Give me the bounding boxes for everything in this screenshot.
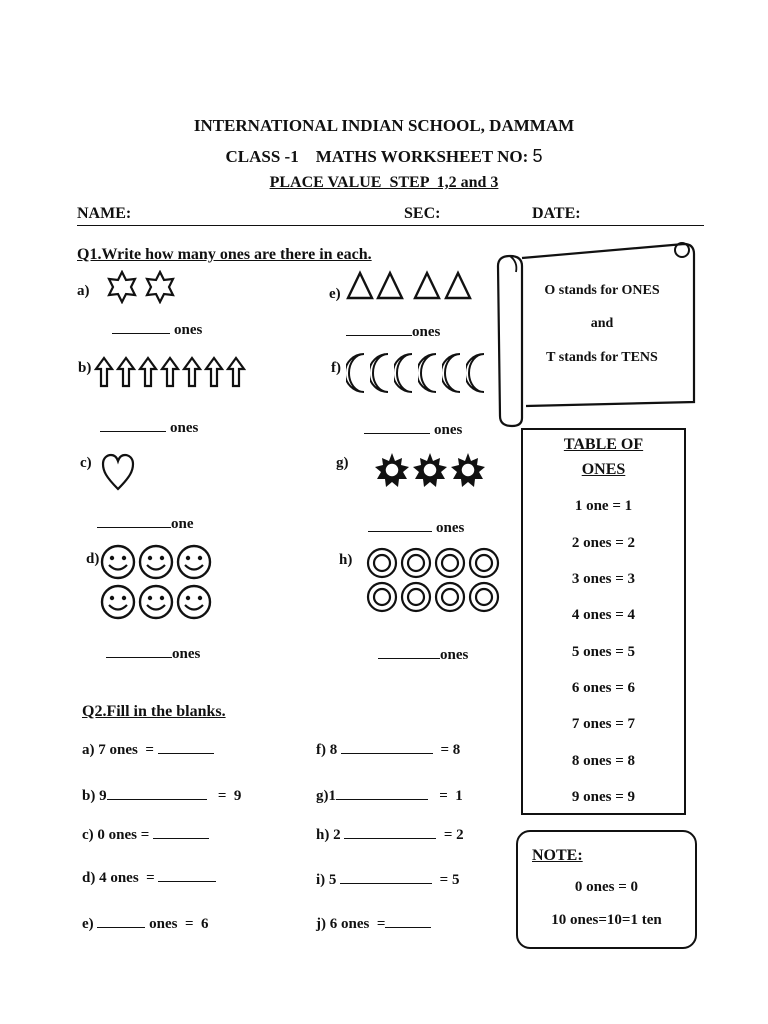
q1-a-icons: [104, 270, 180, 304]
heart-outline-icon: [100, 452, 136, 492]
concentric-rings-icon: [434, 581, 466, 613]
table-row: 5 ones = 5: [571, 644, 636, 660]
unit-label: ones: [434, 422, 463, 438]
up-arrow-outline-icon: [182, 356, 202, 388]
q2-f[interactable]: [316, 740, 460, 759]
q1-d-label: d): [86, 551, 100, 567]
q1-g-icons: [374, 452, 488, 488]
worksheet-title: MATHS WORKSHEET NO:: [315, 147, 529, 166]
table-row: 3 ones = 3: [571, 571, 636, 587]
q1-title: Q1.Write how many ones are there in each.: [77, 246, 372, 263]
q1-a-label: a): [77, 283, 90, 299]
scroll-line-3: T stands for TENS: [546, 350, 658, 365]
q2-e-result: ones = 6: [149, 916, 209, 932]
school-name: INTERNATIONAL INDIAN SCHOOL, DAMMAM: [193, 116, 575, 135]
six-point-star-outline-icon: [142, 270, 178, 304]
smiley-row: [100, 584, 220, 620]
q2-h-result: = 2: [443, 827, 464, 843]
answer-blank[interactable]: [344, 825, 436, 839]
smiley-face-icon: [138, 544, 174, 580]
class-line: [0, 146, 768, 167]
topic-title: PLACE VALUE STEP 1,2 and 3: [269, 174, 499, 191]
q2-i[interactable]: [316, 870, 459, 889]
table-row: 2 ones = 2: [571, 535, 636, 551]
concentric-rings-icon: [400, 547, 432, 579]
answer-blank[interactable]: [346, 322, 412, 336]
concentric-rings-icon: [434, 547, 466, 579]
q1-h-icons: [366, 547, 502, 613]
q2-c[interactable]: [82, 825, 209, 844]
answer-blank[interactable]: [97, 914, 145, 928]
table-row: 9 ones = 9: [571, 789, 636, 805]
q2-g-result: = 1: [439, 788, 463, 804]
concentric-rings-icon: [366, 581, 398, 613]
q1-g-answer[interactable]: [368, 518, 464, 537]
sun-icon: [374, 452, 410, 488]
q2-title: Q2.Fill in the blanks.: [82, 703, 226, 720]
crescent-moon-icon: [346, 352, 368, 394]
q2-a-text: a) 7 ones =: [82, 742, 154, 758]
concentric-rings-icon: [400, 581, 432, 613]
answer-blank[interactable]: [378, 645, 440, 659]
q2-b-result: = 9: [217, 788, 242, 804]
q2-a[interactable]: [82, 740, 214, 759]
note-box: [516, 830, 697, 949]
ring-row: [366, 581, 502, 613]
scroll-banner: [494, 236, 700, 430]
sun-icon: [450, 452, 486, 488]
unit-label: ones: [440, 647, 469, 663]
smiley-face-icon: [138, 584, 174, 620]
q2-j[interactable]: [316, 914, 431, 933]
q1-e-label: e): [329, 286, 341, 302]
note-title: NOTE:: [532, 847, 583, 864]
unit-label: ones: [436, 520, 465, 536]
q1-d-answer[interactable]: [106, 644, 200, 663]
note-line-2: 10 ones=10=1 ten: [551, 912, 662, 928]
q1-e-answer[interactable]: [346, 322, 440, 341]
q1-b-icons: [94, 356, 248, 388]
q2-d[interactable]: [82, 868, 216, 887]
date-label: DATE:: [532, 205, 581, 222]
smiley-row: [100, 544, 220, 580]
answer-blank[interactable]: [97, 514, 171, 528]
crescent-moon-icon: [466, 352, 488, 394]
unit-label: ones: [174, 322, 203, 338]
q1-g-label: g): [336, 455, 349, 471]
unit-label: ones: [172, 646, 201, 662]
answer-blank[interactable]: [158, 740, 214, 754]
up-arrow-outline-icon: [226, 356, 246, 388]
unit-label: one: [171, 516, 194, 532]
q2-d-text: d) 4 ones =: [82, 870, 155, 886]
q1-b-label: b): [78, 360, 92, 376]
answer-blank[interactable]: [100, 418, 166, 432]
up-arrow-outline-icon: [138, 356, 158, 388]
name-line[interactable]: [77, 225, 704, 226]
answer-blank[interactable]: [364, 420, 430, 434]
q2-f-result: = 8: [440, 742, 461, 758]
q2-i-text: i) 5: [316, 872, 337, 888]
q1-c-icons: [100, 452, 138, 492]
triangle-outline-icon: [444, 270, 472, 300]
unit-label: ones: [412, 324, 441, 340]
answer-blank[interactable]: [341, 740, 433, 754]
answer-blank[interactable]: [385, 914, 431, 928]
q1-f-answer[interactable]: [364, 420, 462, 439]
q1-h-answer[interactable]: [378, 645, 468, 664]
table-row: 8 ones = 8: [571, 753, 636, 769]
q2-j-text: j) 6 ones =: [316, 916, 386, 932]
up-arrow-outline-icon: [204, 356, 224, 388]
table-row: 6 ones = 6: [571, 680, 636, 696]
up-arrow-outline-icon: [116, 356, 136, 388]
table-title-line-1: TABLE OF: [563, 436, 644, 453]
q1-f-label: f): [331, 360, 341, 376]
smiley-face-icon: [100, 584, 136, 620]
triangle-outline-icon: [412, 270, 442, 300]
q1-d-icons: [100, 544, 220, 620]
triangle-outline-icon: [346, 270, 374, 300]
answer-blank[interactable]: [158, 868, 216, 882]
scroll-line-1: O stands for ONES: [544, 283, 660, 298]
answer-blank[interactable]: [112, 320, 170, 334]
triangle-outline-icon: [376, 270, 404, 300]
smiley-face-icon: [176, 584, 212, 620]
q2-g[interactable]: [316, 786, 463, 805]
q2-h-text: h) 2: [316, 827, 341, 843]
sec-label: SEC:: [404, 205, 441, 222]
q1-e-icons: [346, 270, 474, 300]
table-row: 7 ones = 7: [571, 716, 636, 732]
table-row: 1 one = 1: [574, 498, 633, 514]
q2-g-text: g)1: [316, 788, 336, 804]
note-line-1: 0 ones = 0: [574, 879, 639, 895]
table-row: 4 ones = 4: [571, 607, 636, 623]
q1-b-answer[interactable]: [100, 418, 198, 437]
q1-h-label: h): [339, 552, 353, 568]
smiley-face-icon: [100, 544, 136, 580]
scroll-line-2: and: [590, 316, 614, 331]
sun-icon: [412, 452, 448, 488]
q2-e[interactable]: [82, 914, 209, 933]
six-point-star-outline-icon: [104, 270, 140, 304]
name-label: NAME:: [77, 205, 132, 222]
concentric-rings-icon: [468, 581, 500, 613]
answer-blank[interactable]: [153, 825, 209, 839]
up-arrow-outline-icon: [94, 356, 114, 388]
unit-label: ones: [170, 420, 199, 436]
q2-b-text: b) 9: [82, 788, 107, 804]
q1-a-answer[interactable]: [112, 320, 202, 339]
crescent-moon-icon: [442, 352, 464, 394]
answer-blank[interactable]: [106, 644, 172, 658]
q2-c-text: c) 0 ones =: [82, 827, 150, 843]
answer-blank[interactable]: [340, 870, 432, 884]
answer-blank[interactable]: [368, 518, 432, 532]
table-of-ones: [521, 428, 686, 815]
q2-b[interactable]: [82, 786, 241, 805]
class-label: CLASS -1: [225, 147, 299, 166]
crescent-moon-icon: [394, 352, 416, 394]
crescent-moon-icon: [418, 352, 440, 394]
table-title-line-2: ONES: [581, 461, 626, 478]
ring-row: [366, 547, 502, 579]
concentric-rings-icon: [366, 547, 398, 579]
worksheet-number: 5: [532, 146, 543, 166]
q1-f-icons: [346, 352, 490, 394]
up-arrow-outline-icon: [160, 356, 180, 388]
q2-e-text: e): [82, 916, 94, 932]
crescent-moon-icon: [370, 352, 392, 394]
q2-f-text: f) 8: [316, 742, 338, 758]
concentric-rings-icon: [468, 547, 500, 579]
smiley-face-icon: [176, 544, 212, 580]
q2-i-result: = 5: [439, 872, 460, 888]
q1-c-label: c): [80, 455, 92, 471]
answer-blank[interactable]: [107, 786, 207, 800]
q2-h[interactable]: [316, 825, 464, 844]
answer-blank[interactable]: [336, 786, 428, 800]
q1-c-answer[interactable]: [97, 514, 194, 533]
